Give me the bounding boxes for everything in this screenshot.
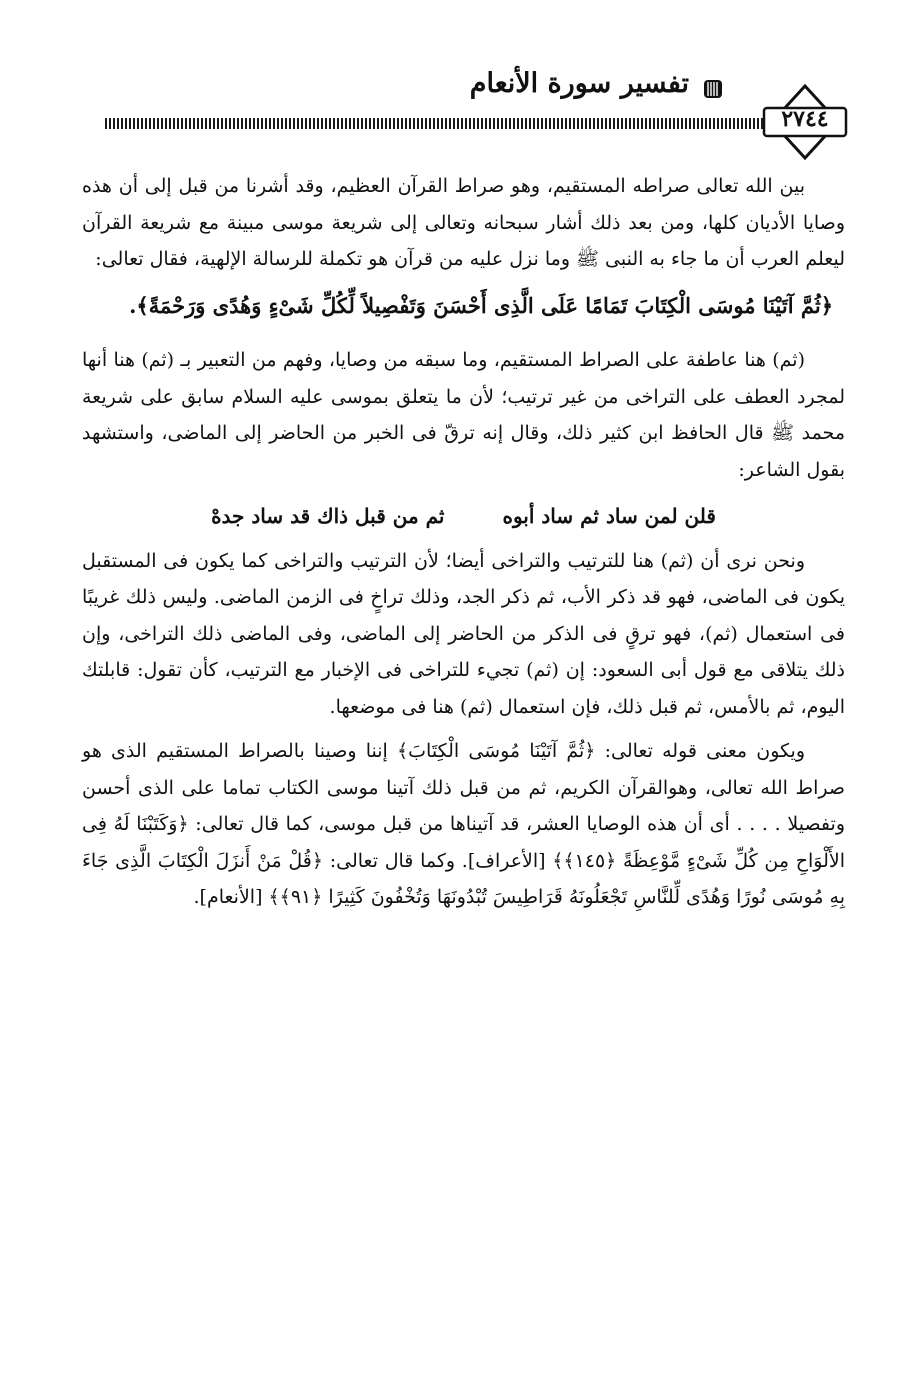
page-body bbox=[82, 168, 845, 926]
paragraph-order: ونحن نرى أن (ثم) هنا للترتيب والتراخى أيضا؛ لأن الترتيب والتراخى كما يكون فى المستقبل يكون فى الماضى، فهو قد ذكر الأب، ثم ذكر الجد، وذلك تراخٍ فى الزمن الماضى. وليس ذلك غريبًا فى استعمال (ثم)، فهو ترقٍ فى الذكر من الحاضر إلى الماضى، وفى الماضى ذلك التراخى، وإن ذلك يتلاقى مع قول أبى السعود: إن (ثم) تجيء للتراخى فى الإخبار مع الترتيب، كأن تقول: قابلتك اليوم، ثم بالأمس، ثم قبل ذلك، فإن استعمال (ثم) هنا فى موضعها. bbox=[82, 549, 845, 718]
quran-verse: ﴿ثُمَّ آتَيْنَا مُوسَى الْكِتَابَ تَمَامًا عَلَى الَّذِى أَحْسَنَ وَتَفْصِيلاً لِّكُلِّ شَىْءٍ وَهُدًى وَرَحْمَةً﴾. bbox=[129, 292, 833, 318]
page-number: ٢٧٤٤ bbox=[781, 106, 829, 132]
paragraph-meaning: ويكون معنى قوله تعالى: ﴿ثُمَّ آتَيْنَا مُوسَى الْكِتَابَ﴾ إننا وصينا بالصراط المستقيم الذى هو صراط الله تعالى، وهوالقرآن الكريم، ثم من قبل ذلك آتينا موسى الكتاب تماما على الذى أحسن وتفصيلا . . . . أى أن هذه الوصايا العشر، قد آتيناها من قبل موسى، كما قال تعالى: ﴿وَكَتَبْنَا لَهُ فِى الأَلْوَاحِ مِن كُلِّ شَىْءٍ مَّوْعِظَةً ﴿١٤٥﴾﴾ [الأعراف]. وكما قال تعالى: ﴿قُلْ مَنْ أَنزَلَ الْكِتَابَ الَّذِى جَاءَ بِهِ مُوسَى نُورًا وَهُدًى لِّلنَّاسِ تَجْعَلُونَهُ قَرَاطِيسَ تُبْدُونَهَا وَتُخْفُونَ كَثِيرًا ﴿٩١﴾﴾ [الأنعام]. bbox=[82, 740, 845, 908]
poem-second-hemistich: ثم من قبل ذاك قد ساد جدهْ bbox=[211, 504, 445, 528]
running-title: تفسير سورة الأنعام bbox=[469, 68, 689, 99]
paragraph-intro: بين الله تعالى صراطه المستقيم، وهو صراط القرآن العظيم، وقد أشرنا من قبل إلى أن هذه وصايا الأديان كلها، ومن بعد ذلك أشار سبحانه وتعالى إلى شريعة موسى مبينة مع شريعة القرآن ليعلم العرب أن ما جاء به النبى ﷺ وما نزل عليه من قرآن هو تكملة للرسالة الإلهية، فقال تعالى: bbox=[82, 175, 845, 270]
page-header bbox=[0, 0, 921, 170]
poem-first-hemistich: قلن لمن ساد ثم ساد أبوه bbox=[502, 504, 716, 528]
header-rule bbox=[105, 118, 765, 129]
ornament-icon bbox=[701, 77, 725, 101]
paragraph-thumma: (ثم) هنا عاطفة على الصراط المستقيم، وما سبقه من وصايا، وفهم من التعبير بـ (ثم) هنا أنها لمجرد العطف على التراخى من غير ترتيب؛ لأن ما يتعلق بموسى عليه السلام سابق على شريعة محمد ﷺ قال الحافظ ابن كثير ذلك، وقال إنه ترقّ فى الخبر من الحاضر إلى الماضى، واستشهد بقول الشاعر: bbox=[82, 349, 845, 481]
poem-verse bbox=[82, 498, 845, 535]
